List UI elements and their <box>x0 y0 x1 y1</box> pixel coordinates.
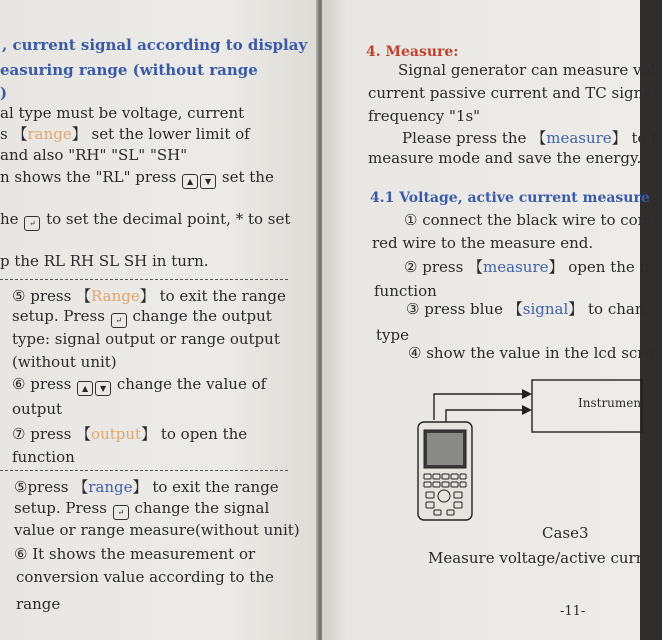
up-arrow-icon: ▲ <box>77 381 93 396</box>
r-p4c: to t <box>631 129 658 147</box>
b2-l1c: to exit the range <box>152 478 279 496</box>
block2-line-6: range <box>16 595 61 613</box>
divider-1 <box>0 279 288 280</box>
right-p5: measure mode and save the energy. <box>368 149 642 167</box>
b1-l1a: ⑤ press <box>12 287 72 305</box>
left-heading-line1: , current signal according to display <box>2 36 308 54</box>
left-line-5 <box>0 210 290 231</box>
section-4-title: 4. Measure: <box>366 44 459 60</box>
wiring-diagram <box>412 370 640 530</box>
page-number: -11- <box>560 604 586 619</box>
right-s6: type <box>376 326 409 344</box>
b1-l5a: ⑥ press <box>12 375 72 393</box>
right-s7: ④ show the value in the lcd scre <box>408 344 654 362</box>
block2-line-2 <box>14 499 269 520</box>
left-line-2-text: set the lower limit of <box>91 125 250 143</box>
r-s3c: open the n <box>568 258 650 276</box>
b2-l2b: change the signal <box>134 499 270 517</box>
block1-line-3: type: signal output or range output <box>12 330 280 348</box>
block2-line-5: conversion value according to the <box>16 568 274 586</box>
right-page <box>322 0 662 640</box>
left-line-2: s 【range】 set the lower limit of <box>0 125 250 143</box>
block2-line-1: ⑤press 【range】 to exit the range <box>14 478 279 496</box>
b2-range-key: range <box>88 478 133 496</box>
b1-l1c: to exit the range <box>159 287 286 305</box>
instrument-label: Instrumen <box>578 396 642 410</box>
enter-icon: ↵ <box>113 505 129 520</box>
left-line-4-text: n shows the "RL" press <box>0 168 177 186</box>
up-arrow-icon: ▲ <box>182 174 198 189</box>
right-p1: Signal generator can measure vol <box>398 61 656 79</box>
b1-l7c: to open the <box>160 425 248 443</box>
wire-bottom <box>446 410 528 422</box>
left-line-5-tail: to set the decimal point, * to set <box>46 210 291 228</box>
signal-key: signal <box>522 300 569 318</box>
right-s4: function <box>374 282 437 300</box>
wire-top <box>434 394 528 420</box>
b2-l2a: setup. Press <box>14 499 107 517</box>
left-heading-line3: ) <box>0 84 8 102</box>
r-p4a: Please press the <box>402 129 527 147</box>
right-p2: current passive current and TC signal, <box>368 84 662 102</box>
divider-2 <box>0 470 288 471</box>
block1-line-5 <box>12 375 266 396</box>
down-arrow-icon: ▼ <box>95 381 111 396</box>
left-heading-line2: easuring range (without range <box>0 61 258 79</box>
left-line-5-text: he <box>0 210 19 228</box>
left-line-4 <box>0 168 274 189</box>
diagram-caption: Measure voltage/active curr <box>428 549 643 567</box>
measure-key: measure <box>546 129 612 147</box>
measure-key-2: measure <box>483 258 549 276</box>
right-s1: ① connect the black wire to com <box>404 211 652 229</box>
block2-line-4: ⑥ It shows the measurement or <box>14 545 256 563</box>
r-s5a: ③ press blue <box>406 300 503 318</box>
right-s5: ③ press blue 【signal】 to chan <box>406 300 645 318</box>
range-key: range <box>27 125 72 143</box>
s-prefix: s <box>0 125 8 143</box>
right-p4: Please press the 【measure】 to t <box>402 129 658 147</box>
b1-range-key: Range <box>91 287 140 305</box>
block2-line-3: value or range measure(without unit) <box>14 521 300 539</box>
block1-line-2 <box>12 307 272 328</box>
left-line-4-tail: set the <box>221 168 274 186</box>
block1-line-6: output <box>12 400 63 418</box>
block1-line-8: function <box>12 448 75 466</box>
right-s2: red wire to the measure end. <box>372 234 594 252</box>
block1-line-7: ⑦ press 【output】 to open the <box>12 425 248 443</box>
arrow-top-icon <box>522 389 532 399</box>
left-line-3: and also "RH" "SL" "SH" <box>0 146 188 164</box>
b1-output-key: output <box>91 425 142 443</box>
handheld-calibrator-icon <box>418 422 472 520</box>
block1-line-1: ⑤ press 【Range】 to exit the range <box>12 287 286 305</box>
b2-l1a: ⑤press <box>14 478 69 496</box>
b1-l2b: change the output <box>132 307 272 325</box>
left-page <box>0 0 318 640</box>
right-s3: ② press 【measure】 open the n <box>404 258 650 276</box>
r-s3a: ② press <box>404 258 464 276</box>
left-line-6: p the RL RH SL SH in turn. <box>0 252 209 270</box>
enter-icon: ↵ <box>24 216 40 231</box>
block1-line-4: (without unit) <box>12 353 117 371</box>
b1-l7a: ⑦ press <box>12 425 72 443</box>
arrow-bottom-icon <box>522 405 532 415</box>
case-label: Case3 <box>542 524 589 542</box>
r-s5c: to chan <box>588 300 645 318</box>
b1-l5b: change the value of <box>116 375 267 393</box>
down-arrow-icon: ▼ <box>200 174 216 189</box>
section-4-1-title: 4.1 Voltage, active current measure <box>370 190 650 206</box>
enter-icon: ↵ <box>111 313 127 328</box>
left-line-1: al type must be voltage, current <box>0 104 245 122</box>
b1-l2a: setup. Press <box>12 307 105 325</box>
right-p3: frequency "1s" <box>368 107 481 125</box>
